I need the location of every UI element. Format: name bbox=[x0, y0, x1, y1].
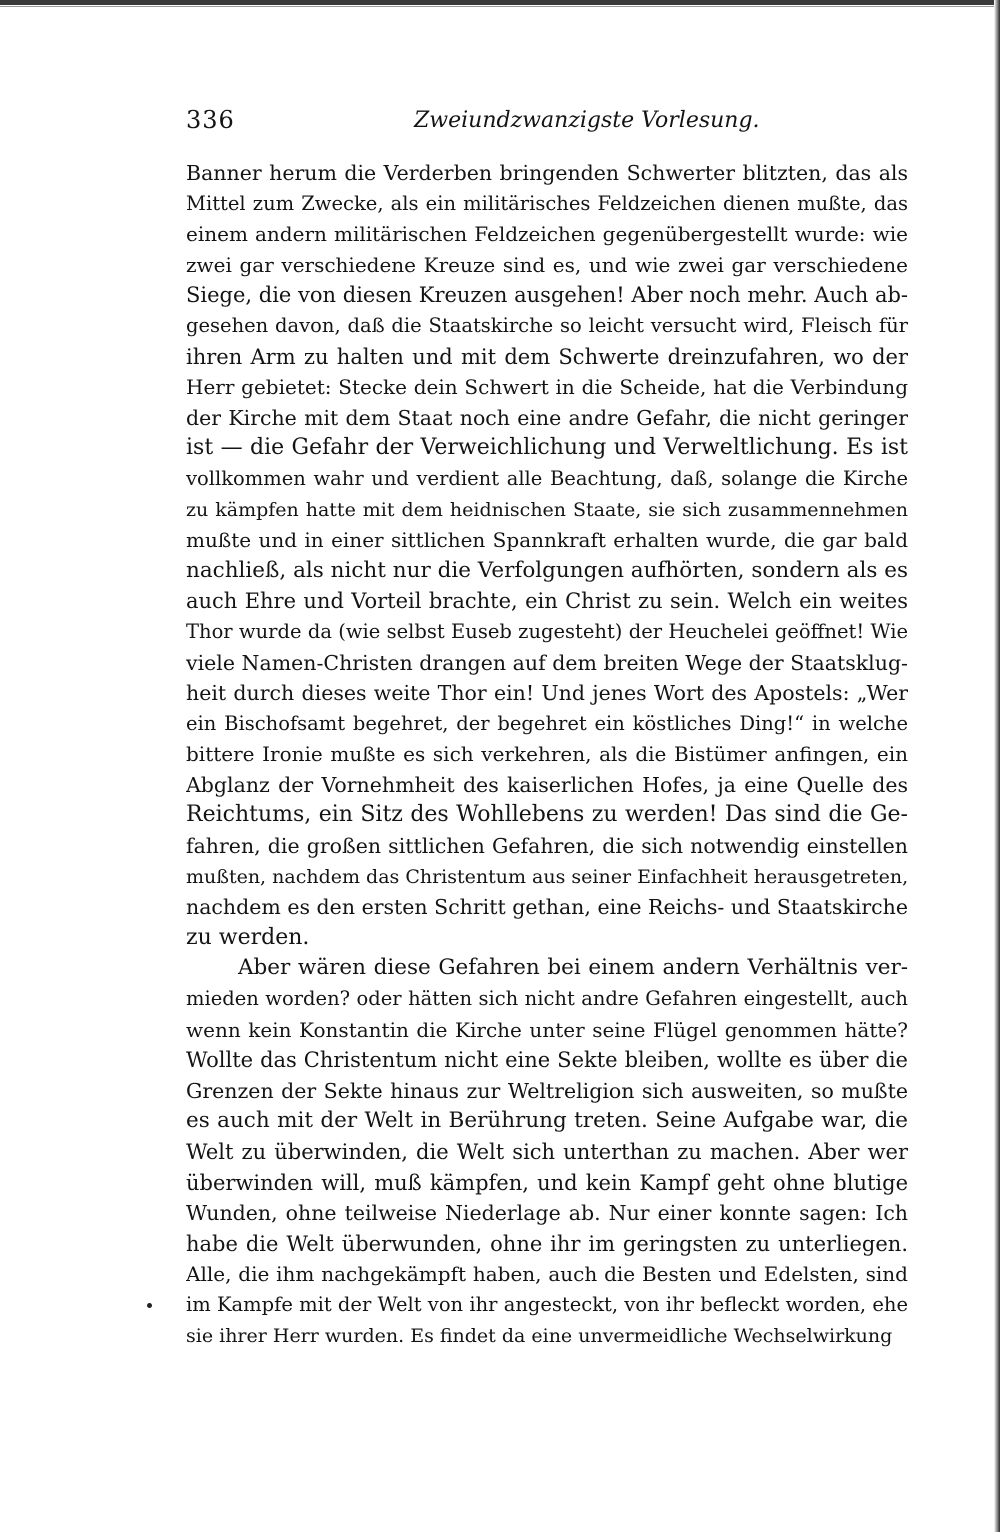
running-head: Zweiundzwanzigste Vorlesung. bbox=[414, 108, 760, 133]
page-top-border bbox=[0, 0, 1000, 5]
text-line: mußte und in einer sittlichen Spannkraft erhalten wurde, die gar bald bbox=[186, 528, 908, 553]
text-line: Aber wären diese Gefahren bei einem andern Verhältnis ver- bbox=[238, 955, 908, 981]
text-line: Welt zu überwinden, die Welt sich unterthan zu machen. Aber wer bbox=[186, 1140, 908, 1164]
page-header bbox=[186, 106, 908, 146]
margin-mark bbox=[147, 1303, 152, 1308]
paragraph bbox=[186, 953, 908, 1351]
text-line: Banner herum die Verderben bringenden Schwerter blitzten, das als bbox=[186, 161, 908, 185]
text-line: Thor wurde da (wie selbst Euseb zugesteht) der Heuchelei geöffnet! Wie bbox=[186, 619, 908, 643]
text-line: sie ihrer Herr wurden. Es findet da eine unvermeidliche Wechselwirkung bbox=[186, 1324, 893, 1347]
page-number: 336 bbox=[186, 106, 235, 134]
text-line: im Kampfe mit der Welt von ihr angesteckt, von ihr befleckt worden, ehe bbox=[186, 1292, 908, 1316]
text-line: mußten, nachdem das Christentum aus seiner Einfachheit herausgetreten, bbox=[186, 865, 908, 888]
text-line: Alle, die ihm nachgekämpft haben, auch die Besten und Edelsten, sind bbox=[186, 1262, 908, 1287]
text-line: Grenzen der Sekte hinaus zur Weltreligion sich ausweiten, so mußte bbox=[186, 1078, 908, 1103]
text-line: mieden worden? oder hätten sich nicht andre Gefahren eingestellt, auch bbox=[186, 987, 908, 1011]
text-line: der Kirche mit dem Staat noch eine andre Gefahr, die nicht geringer bbox=[186, 405, 908, 430]
text-line: vollkommen wahr und verdient alle Beachtung, daß, solange die Kirche bbox=[186, 466, 908, 490]
text-line: bittere Ironie mußte es sich verkehren, als die Bistümer anfingen, ein bbox=[186, 742, 908, 767]
body-text bbox=[186, 158, 908, 1351]
page-top-border-thin bbox=[0, 6, 1000, 7]
text-line: viele Namen-Christen drangen auf dem breiten Wege der Staatsklug- bbox=[186, 650, 908, 675]
text-line: einem andern militärischen Feldzeichen gegenübergestellt wurde: wie bbox=[186, 222, 908, 247]
text-line: auch Ehre und Vorteil brachte, ein Christ zu sein. Welch ein weites bbox=[186, 589, 908, 614]
text-line: Wunden, ohne teilweise Niederlage ab. Nur einer konnte sagen: Ich bbox=[186, 1201, 908, 1226]
text-line: nachdem es den ersten Schritt gethan, eine Reichs- und Staatskirche bbox=[186, 895, 908, 920]
text-line: ist — die Gefahr der Verweichlichung und Verweltlichung. Es ist bbox=[186, 435, 908, 461]
text-line: ihren Arm zu halten und mit dem Schwerte dreinzufahren, wo der bbox=[186, 344, 908, 369]
text-line: Mittel zum Zwecke, als ein militärisches Feldzeichen dienen mußte, das bbox=[186, 191, 908, 215]
text-line: gesehen davon, daß die Staatskirche so leicht versucht wird, Fleisch für bbox=[186, 313, 908, 337]
text-line: wenn kein Konstantin die Kirche unter seine Flügel genommen hätte? bbox=[186, 1017, 908, 1042]
text-line: es auch mit der Welt in Berührung treten. Seine Aufgabe war, die bbox=[186, 1108, 908, 1134]
text-line: Herr gebietet: Stecke dein Schwert in die Scheide, hat die Verbindung bbox=[186, 375, 908, 400]
text-line: zu werden. bbox=[186, 924, 310, 950]
text-line: zwei gar verschiedene Kreuze sind es, und wie zwei gar verschiedene bbox=[186, 252, 908, 277]
text-line: fahren, die großen sittlichen Gefahren, die sich notwendig einstellen bbox=[186, 834, 908, 859]
text-line: überwinden will, muß kämpfen, und kein Kampf geht ohne blutige bbox=[186, 1170, 908, 1195]
text-line: heit durch dieses weite Thor ein! Und jenes Wort des Apostels: „Wer bbox=[186, 681, 908, 706]
paragraph bbox=[186, 158, 908, 953]
text-line: Wollte das Christentum nicht eine Sekte bleiben, wollte es über die bbox=[186, 1048, 908, 1073]
text-line: zu kämpfen hatte mit dem heidnischen Staate, sie sich zusammennehmen bbox=[186, 498, 908, 521]
text-line: Reichtums, ein Sitz des Wohllebens zu werden! Das sind die Ge- bbox=[186, 802, 908, 828]
text-line: Siege, die von diesen Kreuzen ausgehen! Aber noch mehr. Auch ab- bbox=[186, 283, 908, 308]
page-right-edge-shadow bbox=[994, 0, 1000, 1532]
text-line: habe die Welt überwunden, ohne ihr im geringsten zu unterliegen. bbox=[186, 1231, 908, 1256]
text-line: nachließ, als nicht nur die Verfolgungen aufhörten, sondern als es bbox=[186, 557, 908, 583]
text-line: Abglanz der Vornehmheit des kaiserlichen Hofes, ja eine Quelle des bbox=[186, 772, 908, 797]
text-line: ein Bischofsamt begehret, der begehret ein köstliches Ding!“ in welche bbox=[186, 711, 908, 735]
